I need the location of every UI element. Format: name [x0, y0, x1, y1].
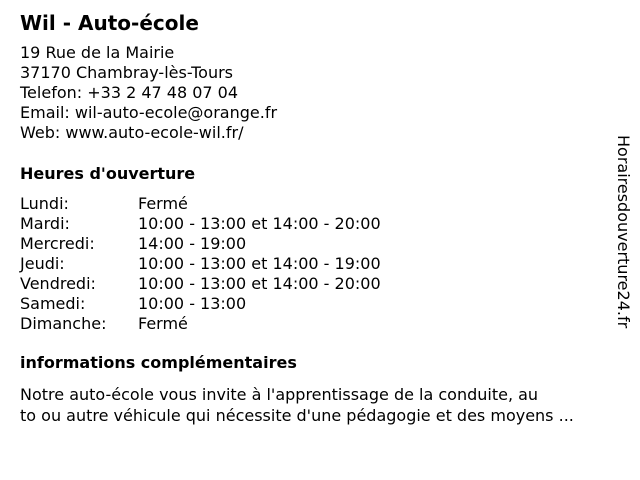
day-label: Lundi:: [20, 194, 69, 213]
day-hours: 10:00 - 13:00 et 14:00 - 20:00: [138, 274, 381, 293]
day-hours: 14:00 - 19:00: [138, 234, 247, 253]
day-hours: Fermé: [138, 194, 188, 213]
site-watermark: Horairesdouverture24.fr: [614, 135, 633, 329]
phone-number[interactable]: Telefon: +33 2 47 48 07 04: [20, 83, 239, 102]
business-title: Wil - Auto-école: [20, 11, 199, 35]
day-hours: 10:00 - 13:00: [138, 294, 247, 313]
info-heading: informations complémentaires: [20, 353, 297, 372]
day-label: Dimanche:: [20, 314, 107, 333]
day-hours: 10:00 - 13:00 et 14:00 - 20:00: [138, 214, 381, 233]
website-link[interactable]: Web: www.auto-ecole-wil.fr/: [20, 123, 244, 142]
day-label: Samedi:: [20, 294, 86, 313]
day-hours: Fermé: [138, 314, 188, 333]
day-hours: 10:00 - 13:00 et 14:00 - 19:00: [138, 254, 381, 273]
address-street: 19 Rue de la Mairie: [20, 43, 175, 62]
info-line-1: Notre auto-école vous invite à l'apprentissage de la conduite, au: [20, 385, 539, 404]
day-label: Vendredi:: [20, 274, 96, 293]
email-address[interactable]: Email: wil-auto-ecole@orange.fr: [20, 103, 278, 122]
info-line-2: to ou autre véhicule qui nécessite d'une pédagogie et des moyens ...: [20, 406, 574, 425]
contact-block: [20, 43, 277, 143]
day-label: Jeudi:: [20, 254, 65, 273]
day-label: Mardi:: [20, 214, 70, 233]
day-label: Mercredi:: [20, 234, 95, 253]
address-city: 37170 Chambray-lès-Tours: [20, 63, 234, 82]
hours-heading: Heures d'ouverture: [20, 164, 196, 183]
info-description: [20, 384, 574, 426]
